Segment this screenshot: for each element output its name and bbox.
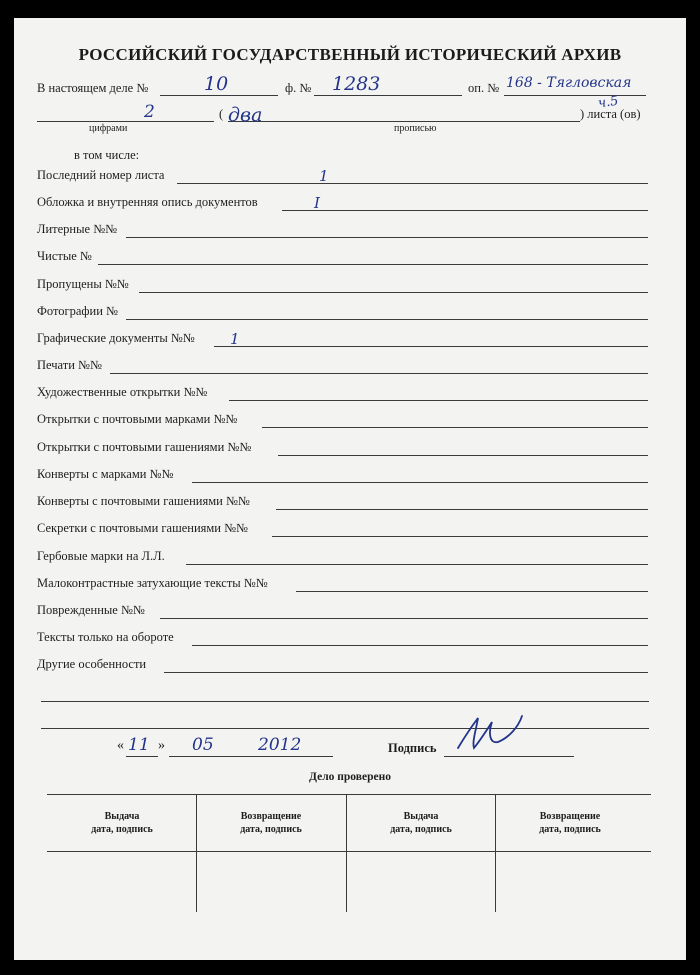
date-year: 2012: [258, 735, 302, 755]
opis-label: оп. №: [468, 81, 500, 95]
field-label: Графические документы №№: [37, 331, 195, 345]
table-header-issue: [47, 810, 197, 836]
field-line: [98, 264, 648, 265]
field-line: [126, 237, 648, 238]
checkout-table: [47, 794, 651, 912]
date-close-quote: »: [158, 738, 165, 753]
close-label: ) листа (ов): [580, 107, 641, 121]
field-line: [192, 482, 648, 483]
field-line: [272, 536, 648, 537]
field-row: [14, 330, 686, 350]
field-row: [14, 629, 686, 649]
field-line: [229, 400, 648, 401]
field-row: [14, 248, 686, 268]
table-header-line: [47, 851, 651, 852]
date-day-line: [126, 756, 158, 757]
field-row: [14, 167, 686, 187]
field-line: [278, 455, 648, 456]
field-line: [276, 509, 648, 510]
field-row: [14, 303, 686, 323]
field-label: Последний номер листа: [37, 168, 165, 182]
field-row: [14, 656, 686, 676]
count-words-line: [228, 121, 580, 122]
field-label: Конверты с марками №№: [37, 467, 174, 481]
count-digits-line: [37, 121, 214, 122]
blank-line: [41, 701, 649, 702]
field-row: [14, 384, 686, 404]
field-row: [14, 520, 686, 540]
delo-line: [160, 95, 278, 96]
field-row: [14, 357, 686, 377]
signature-mark: [452, 708, 532, 756]
count-digits-value: 2: [144, 102, 155, 122]
field-label: Поврежденные №№: [37, 603, 145, 617]
table-header-title: Возвращение: [539, 811, 601, 822]
date-month-year-line: [169, 756, 333, 757]
digits-caption: цифрами: [89, 123, 128, 134]
table-header-title: Выдача: [104, 811, 140, 822]
signature-line: [444, 756, 574, 757]
delo-value: 10: [204, 73, 229, 95]
checked-title: Дело проверено: [309, 771, 391, 783]
field-row: [14, 439, 686, 459]
blank-line: [41, 728, 649, 729]
field-value: I: [314, 194, 320, 212]
table-header-title: Выдача: [403, 811, 439, 822]
date-open-quote: «: [117, 738, 124, 753]
field-line: [262, 427, 648, 428]
archive-title: РОССИЙСКИЙ ГОСУДАРСТВЕННЫЙ ИСТОРИЧЕСКИЙ АРХИВ: [78, 45, 622, 64]
opis-value-2: ч.5: [597, 93, 620, 112]
field-line: [192, 645, 648, 646]
field-value: 1: [230, 330, 240, 348]
count-words-value: два: [228, 104, 263, 126]
field-line: [139, 292, 648, 293]
table-top-line: [47, 794, 651, 795]
field-row: [14, 602, 686, 622]
archive-form-sheet: [14, 18, 686, 960]
table-header-issue: [346, 810, 496, 836]
open-paren: (: [219, 107, 224, 121]
date-month: 05: [192, 735, 214, 755]
field-label: Открытки с почтовыми гашениями №№: [37, 440, 252, 454]
table-header-subtitle: дата, подпись: [390, 824, 452, 835]
field-value: 1: [319, 167, 329, 185]
fond-label: ф. №: [285, 81, 312, 95]
field-line: [214, 346, 648, 347]
delo-label: В настоящем деле №: [37, 81, 149, 95]
field-label: Чистые №: [37, 249, 92, 263]
field-row: [14, 276, 686, 296]
field-label: Секретки с почтовыми гашениями №№: [37, 521, 248, 535]
field-line: [282, 210, 648, 211]
field-label: Художественные открытки №№: [37, 385, 208, 399]
field-label: Обложка и внутренняя опись документов: [37, 195, 258, 209]
field-line: [186, 564, 648, 565]
field-line: [126, 319, 648, 320]
field-row: [14, 575, 686, 595]
field-label: Пропущены №№: [37, 277, 129, 291]
field-row: [14, 194, 686, 214]
signature-label: Подпись: [388, 741, 437, 755]
field-row: [14, 548, 686, 568]
field-line: [110, 373, 648, 374]
field-line: [177, 183, 648, 184]
table-header-subtitle: дата, подпись: [240, 824, 302, 835]
table-header-return: [196, 810, 346, 836]
field-label: Гербовые марки на Л.Л.: [37, 549, 165, 563]
field-label: Печати №№: [37, 358, 102, 372]
field-row: [14, 221, 686, 241]
field-line: [160, 618, 648, 619]
field-label: Малоконтрастные затухающие тексты №№: [37, 576, 268, 590]
field-row: [14, 466, 686, 486]
table-header-return: [495, 810, 645, 836]
words-caption: прописью: [394, 123, 437, 134]
field-row: [14, 493, 686, 513]
field-label: Тексты только на обороте: [37, 630, 174, 644]
table-header-title: Возвращение: [240, 811, 302, 822]
field-label: Литерные №№: [37, 222, 118, 236]
field-label: Другие особенности: [37, 657, 147, 671]
fond-line: [314, 95, 462, 96]
date-day: 11: [128, 735, 150, 755]
fond-value: 1283: [332, 73, 381, 95]
field-line: [164, 672, 648, 673]
field-label: Открытки с почтовыми марками №№: [37, 412, 238, 426]
table-header-subtitle: дата, подпись: [539, 824, 601, 835]
field-label: Фотографии №: [37, 304, 118, 318]
opis-line: [504, 95, 646, 96]
including-label: в том числе:: [74, 148, 140, 162]
field-label: Конверты с почтовыми гашениями №№: [37, 494, 250, 508]
table-header-subtitle: дата, подпись: [91, 824, 153, 835]
field-row: [14, 411, 686, 431]
field-line: [296, 591, 648, 592]
opis-value: 168 - Тягловская: [506, 75, 632, 91]
